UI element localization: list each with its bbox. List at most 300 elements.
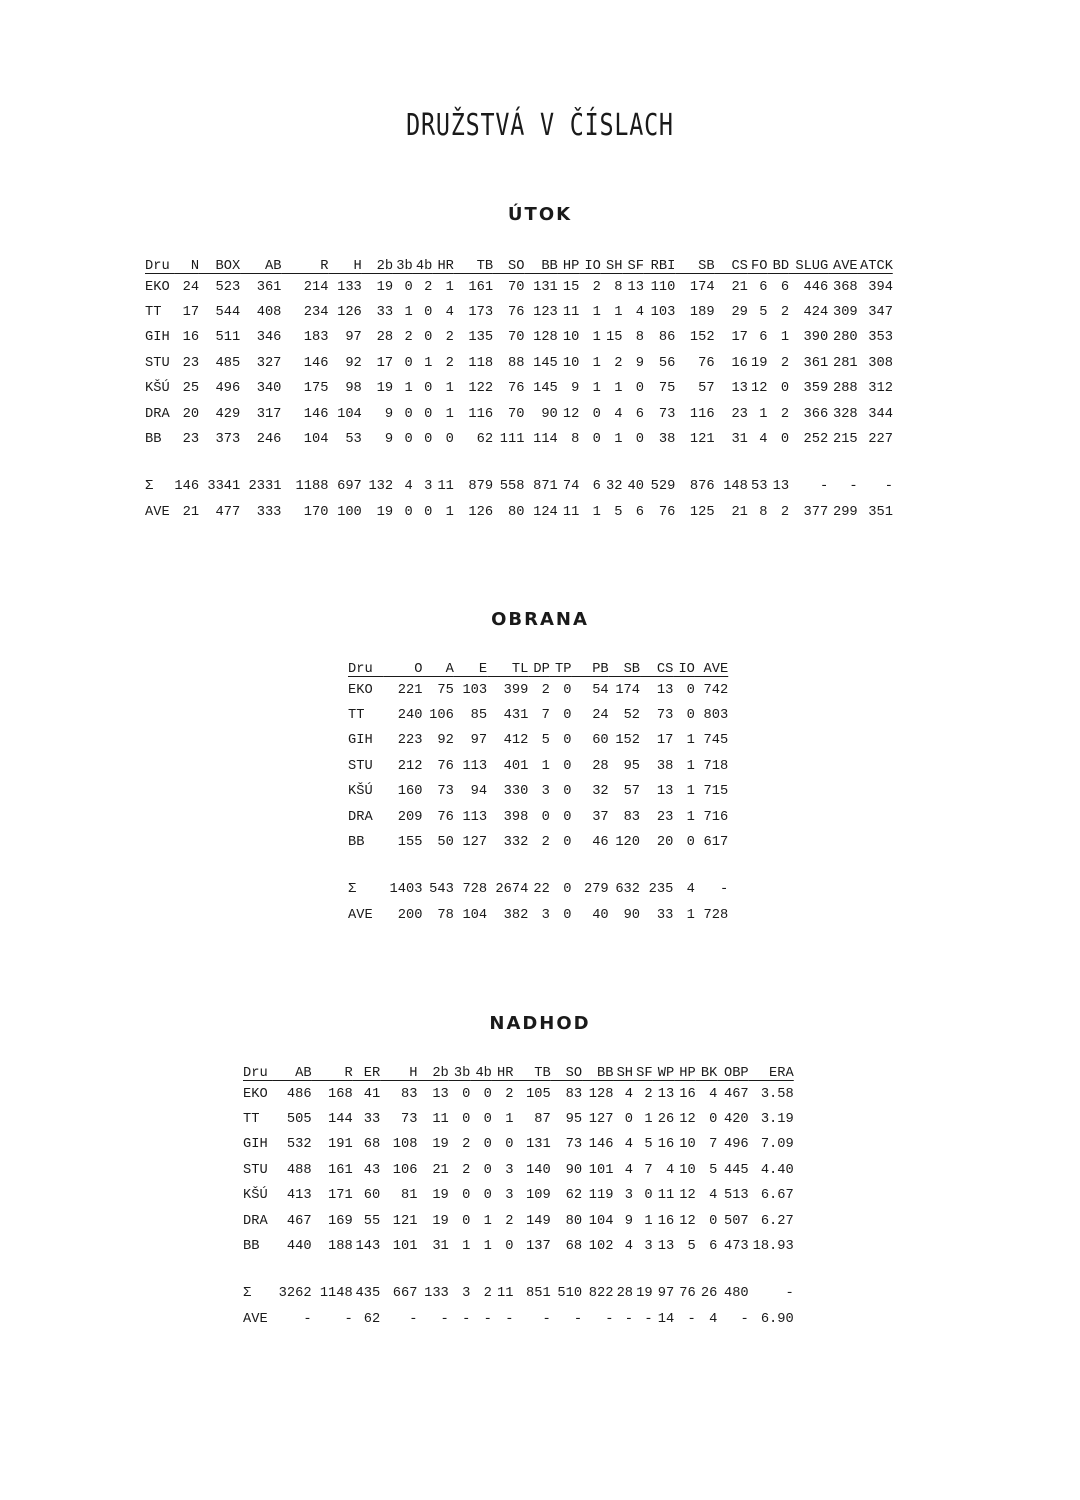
table-cell: 803 [703, 707, 729, 724]
table-cell: 728 [462, 881, 488, 898]
column-header: SO [551, 1065, 582, 1081]
table-cell: 485 [215, 354, 241, 371]
table-cell: 6.27 [760, 1212, 794, 1229]
table-cell: 80 [507, 503, 525, 520]
table-cell: 9 [384, 405, 394, 422]
column-header: HP [674, 1065, 696, 1081]
table-cell: 52 [623, 707, 641, 724]
average-row [145, 499, 893, 524]
table-cell: 68 [565, 1238, 583, 1255]
table-cell: 128 [533, 329, 558, 346]
table-row [145, 401, 893, 426]
table-cell: 2 [505, 1085, 514, 1102]
table-cell: 0 [563, 681, 572, 698]
table-cell: 4.40 [760, 1161, 794, 1178]
table-cell: 16 [657, 1136, 675, 1153]
table-cell: 212 [397, 757, 423, 774]
table-cell: 299 [832, 503, 858, 520]
table-cell: 123 [533, 304, 558, 321]
row-label: STU [348, 757, 373, 774]
table-cell: 2 [424, 278, 433, 295]
table-cell: 73 [656, 707, 674, 724]
table-row [348, 779, 728, 804]
table-cell: 116 [468, 405, 494, 422]
table-cell: 19 [432, 1136, 449, 1153]
table-cell: 4 [445, 304, 454, 321]
table-cell: - [573, 1310, 583, 1327]
table-row [145, 299, 893, 324]
table-cell: 23 [182, 431, 200, 448]
table-cell: 12 [679, 1187, 696, 1204]
column-header: BB [524, 258, 557, 274]
table-cell: 125 [689, 503, 715, 520]
table-cell: - [344, 1310, 353, 1327]
table-cell: 0 [563, 783, 572, 800]
table-cell: 4 [686, 881, 695, 898]
row-label: GIH [348, 732, 373, 749]
table-cell: 120 [615, 834, 641, 851]
table-cell: 24 [592, 707, 609, 724]
table-cell: 19 [376, 380, 394, 397]
table-cell: 28 [592, 757, 609, 774]
table-cell: 17 [376, 354, 394, 371]
table-cell: - [462, 1310, 471, 1327]
table-cell: 0 [424, 304, 433, 321]
table-cell: - [440, 1310, 449, 1327]
table-cell: 5 [759, 304, 768, 321]
table-cell: 227 [868, 431, 893, 448]
row-label: TT [243, 1111, 260, 1128]
row-label: STU [243, 1161, 268, 1178]
table-cell: 851 [526, 1285, 551, 1302]
table-cell: 188 [328, 1238, 353, 1255]
obrana-table [348, 661, 728, 928]
table-cell: 1 [686, 783, 695, 800]
table-cell: 4 [624, 1085, 634, 1102]
table-cell: 13 [627, 278, 645, 295]
table-cell: 3 [644, 1238, 653, 1255]
table-cell: 0 [424, 405, 433, 422]
table-cell: 10 [679, 1136, 696, 1153]
table-cell: 543 [429, 881, 454, 898]
table-cell: 2 [780, 304, 790, 321]
table-cell: 40 [592, 906, 609, 923]
column-header: DP [528, 661, 550, 677]
table-cell: 137 [526, 1238, 551, 1255]
row-label: KŠÚ [145, 380, 170, 397]
row-label: TT [145, 304, 162, 321]
table-cell: 4 [709, 1310, 718, 1327]
table-cell: 1 [445, 503, 454, 520]
column-header: BB [582, 1065, 613, 1081]
nadhod-heading: NADHOD [489, 1013, 591, 1034]
spacer-cell [145, 452, 893, 474]
table-cell: 56 [658, 354, 676, 371]
table-cell: 46 [592, 834, 609, 851]
table-cell: 281 [832, 354, 858, 371]
table-cell: 235 [648, 881, 674, 898]
table-cell: 152 [689, 329, 715, 346]
table-cell: 1 [505, 1111, 514, 1128]
nadhod-header-row [243, 1065, 794, 1081]
table-cell: 7 [541, 707, 550, 724]
table-cell: 15 [562, 278, 580, 295]
row-label: BB [243, 1238, 260, 1255]
table-cell: 28 [616, 1285, 634, 1302]
table-cell: 102 [588, 1238, 614, 1255]
table-cell: 5 [709, 1161, 718, 1178]
row-label: KŠÚ [243, 1187, 268, 1204]
table-cell: 9 [384, 431, 394, 448]
column-header: 3b [393, 258, 413, 274]
table-cell: 532 [286, 1136, 312, 1153]
table-cell: 28 [376, 329, 394, 346]
table-cell: 6 [592, 478, 601, 495]
column-header: TP [550, 661, 572, 677]
table-cell: 1 [686, 808, 695, 825]
table-cell: 15 [605, 329, 623, 346]
table-cell: 1 [644, 1111, 653, 1128]
table-cell: 5 [687, 1238, 696, 1255]
table-cell: 1188 [295, 478, 329, 495]
table-cell: 144 [328, 1111, 353, 1128]
table-cell: 9 [571, 380, 580, 397]
table-cell: - [303, 1310, 312, 1327]
table-cell: 19 [376, 503, 394, 520]
table-cell: 209 [397, 808, 423, 825]
table-cell: 390 [803, 329, 829, 346]
table-cell: 60 [363, 1187, 381, 1204]
table-cell: 104 [588, 1212, 614, 1229]
table-cell: 359 [803, 380, 829, 397]
table-cell: 8 [614, 278, 623, 295]
row-label: DRA [243, 1212, 268, 1229]
table-cell: 160 [397, 783, 423, 800]
utok-table [145, 258, 893, 525]
table-cell: 113 [462, 808, 488, 825]
table-cell: 496 [723, 1136, 749, 1153]
column-header: HR [432, 258, 454, 274]
table-cell: 344 [868, 405, 893, 422]
table-cell: 7 [644, 1161, 653, 1178]
column-header: Dru [145, 258, 174, 274]
table-cell: 0 [462, 1111, 471, 1128]
table-cell: 742 [703, 681, 729, 698]
table-cell: 0 [563, 834, 572, 851]
table-cell: 83 [400, 1085, 418, 1102]
table-cell: 97 [657, 1285, 675, 1302]
table-cell: 170 [303, 503, 329, 520]
table-cell: - [849, 478, 858, 495]
table-cell: 113 [462, 757, 488, 774]
table-cell: 1 [445, 380, 454, 397]
column-header: SF [622, 258, 644, 274]
table-cell: 31 [731, 431, 748, 448]
table-cell: 667 [392, 1285, 418, 1302]
table-cell: 399 [503, 681, 529, 698]
row-label: AVE [145, 503, 170, 520]
table-cell: 145 [533, 354, 558, 371]
table-cell: 106 [392, 1161, 418, 1178]
table-cell: 24 [182, 278, 200, 295]
table-cell: 14 [657, 1310, 675, 1327]
table-cell: 10 [562, 354, 580, 371]
table-cell: 377 [803, 503, 829, 520]
table-cell: 92 [437, 732, 454, 749]
table-cell: 328 [832, 405, 858, 422]
table-cell: 529 [650, 478, 676, 495]
table-cell: 25 [182, 380, 200, 397]
table-cell: 23 [182, 354, 200, 371]
table-cell: 108 [392, 1136, 418, 1153]
table-cell: 76 [437, 757, 454, 774]
table-cell: 11 [562, 304, 580, 321]
table-cell: 183 [303, 329, 329, 346]
table-cell: 3 [624, 1187, 634, 1204]
table-row [243, 1157, 794, 1182]
table-cell: 146 [174, 478, 200, 495]
column-header: AVE [828, 258, 857, 274]
table-row [243, 1208, 794, 1233]
table-cell: 308 [868, 354, 893, 371]
column-header: FO [748, 258, 768, 274]
row-label: STU [145, 354, 170, 371]
table-cell: 75 [437, 681, 454, 698]
table-cell: 246 [256, 431, 282, 448]
table-cell: 510 [557, 1285, 583, 1302]
table-cell: 0 [644, 1187, 653, 1204]
table-cell: 95 [623, 757, 641, 774]
table-cell: 221 [397, 681, 423, 698]
table-row [348, 677, 728, 703]
table-cell: 1 [483, 1238, 492, 1255]
table-cell: 13 [432, 1085, 449, 1102]
table-cell: 2 [541, 681, 550, 698]
table-cell: 173 [468, 304, 494, 321]
table-cell: 103 [650, 304, 676, 321]
table-cell: 70 [507, 278, 525, 295]
table-cell: 161 [328, 1161, 353, 1178]
sum-row [145, 474, 893, 499]
row-label: Σ [145, 478, 154, 495]
table-cell: 477 [215, 503, 241, 520]
table-cell: 0 [424, 503, 433, 520]
column-header: A [422, 661, 453, 677]
table-cell: 0 [483, 1161, 492, 1178]
table-cell: 431 [503, 707, 529, 724]
table-cell: 822 [588, 1285, 614, 1302]
table-cell: 76 [658, 503, 676, 520]
table-cell: 544 [215, 304, 241, 321]
table-cell: - [820, 478, 829, 495]
table-cell: 29 [731, 304, 748, 321]
column-header: CS [640, 661, 673, 677]
table-cell: 21 [731, 503, 748, 520]
table-cell: 3 [462, 1285, 471, 1302]
table-cell: 11 [432, 1111, 449, 1128]
column-header: 4b [470, 1065, 492, 1081]
table-cell: 279 [583, 881, 609, 898]
table-cell: 169 [328, 1212, 353, 1229]
table-cell: 280 [832, 329, 858, 346]
table-cell: 5 [541, 732, 550, 749]
table-cell: 8 [571, 431, 580, 448]
table-cell: 332 [503, 834, 529, 851]
column-header: SB [675, 258, 714, 274]
table-cell: 2 [445, 354, 454, 371]
table-cell: 2 [541, 834, 550, 851]
table-cell: 351 [868, 503, 893, 520]
table-cell: 0 [483, 1085, 492, 1102]
table-cell: 116 [689, 405, 715, 422]
row-label: EKO [145, 278, 170, 295]
column-header: SO [493, 258, 524, 274]
table-cell: 11 [562, 503, 580, 520]
table-cell: 420 [723, 1111, 749, 1128]
table-cell: 879 [468, 478, 494, 495]
table-cell: 413 [286, 1187, 312, 1204]
table-cell: 11 [657, 1187, 675, 1204]
table-cell: 4 [709, 1085, 718, 1102]
table-cell: 106 [429, 707, 454, 724]
table-cell: 745 [703, 732, 729, 749]
table-cell: 2 [780, 405, 790, 422]
table-cell: 234 [303, 304, 329, 321]
table-cell: 0 [462, 1187, 471, 1204]
row-label: AVE [348, 906, 373, 923]
table-cell: 1 [424, 354, 433, 371]
table-row [145, 426, 893, 451]
table-cell: 1 [445, 278, 454, 295]
table-row [145, 274, 893, 300]
table-cell: 7 [709, 1136, 718, 1153]
table-cell: - [720, 881, 729, 898]
column-header: ER [353, 1065, 380, 1081]
table-cell: 317 [256, 405, 282, 422]
table-cell: 0 [404, 278, 413, 295]
table-cell: 617 [703, 834, 729, 851]
table-cell: 122 [468, 380, 494, 397]
table-cell: 118 [468, 354, 494, 371]
table-cell: 26 [657, 1111, 675, 1128]
table-cell: 6 [635, 405, 645, 422]
table-cell: 40 [627, 478, 645, 495]
table-cell: 6 [635, 503, 645, 520]
table-cell: 54 [592, 681, 609, 698]
table-cell: 85 [470, 707, 488, 724]
column-header: AB [240, 258, 281, 274]
table-cell: 4 [635, 304, 645, 321]
table-cell: 3341 [207, 478, 241, 495]
table-cell: 161 [468, 278, 494, 295]
table-cell: 16 [182, 329, 200, 346]
table-cell: 0 [505, 1136, 514, 1153]
table-cell: 1 [592, 329, 601, 346]
table-cell: 312 [868, 380, 893, 397]
table-cell: 10 [679, 1161, 696, 1178]
table-cell: 0 [635, 380, 645, 397]
table-cell: 361 [256, 278, 282, 295]
table-cell: 3 [541, 783, 550, 800]
column-header: BOX [199, 258, 240, 274]
table-cell: 90 [565, 1161, 583, 1178]
column-header: OBP [717, 1065, 748, 1081]
table-cell: 33 [363, 1111, 381, 1128]
table-cell: 2674 [495, 881, 529, 898]
spacer-row [348, 855, 728, 877]
table-cell: 7.09 [760, 1136, 794, 1153]
table-cell: 149 [526, 1212, 551, 1229]
table-cell: 174 [689, 278, 715, 295]
table-cell: 97 [345, 329, 362, 346]
table-cell: 4 [404, 478, 413, 495]
table-cell: 3 [505, 1161, 514, 1178]
table-cell: 0 [541, 808, 550, 825]
table-cell: 83 [565, 1085, 583, 1102]
table-cell: 86 [658, 329, 676, 346]
table-cell: 3 [424, 478, 433, 495]
table-cell: 73 [658, 405, 676, 422]
table-cell: 0 [780, 431, 790, 448]
spacer-row [145, 452, 893, 474]
table-cell: 1 [686, 732, 695, 749]
table-cell: 19 [376, 278, 394, 295]
column-header: SH [601, 258, 623, 274]
table-cell: 716 [703, 808, 729, 825]
table-cell: 353 [868, 329, 893, 346]
table-row [348, 829, 728, 854]
row-label: EKO [348, 681, 373, 698]
table-cell: 32 [605, 478, 623, 495]
table-cell: 103 [462, 681, 488, 698]
table-cell: 101 [588, 1161, 614, 1178]
table-cell: 480 [723, 1285, 749, 1302]
table-cell: 440 [286, 1238, 312, 1255]
table-cell: 70 [507, 329, 525, 346]
table-cell: 2331 [248, 478, 282, 495]
table-cell: 346 [256, 329, 282, 346]
table-cell: 126 [337, 304, 362, 321]
table-cell: 168 [328, 1085, 353, 1102]
table-cell: 9 [624, 1212, 634, 1229]
table-cell: 4 [709, 1187, 718, 1204]
table-cell: 347 [868, 304, 893, 321]
table-cell: 0 [592, 405, 601, 422]
table-cell: 126 [468, 503, 494, 520]
sum-row [348, 877, 728, 902]
table-cell: 121 [392, 1212, 418, 1229]
table-cell: 435 [355, 1285, 381, 1302]
table-cell: - [644, 1310, 653, 1327]
column-header: IO [579, 258, 601, 274]
table-cell: 0 [424, 329, 433, 346]
table-cell: 309 [832, 304, 858, 321]
spacer-cell [243, 1259, 794, 1281]
table-cell: 505 [286, 1111, 312, 1128]
table-cell: 486 [286, 1085, 312, 1102]
column-header: R [281, 258, 328, 274]
table-cell: 2 [505, 1212, 514, 1229]
table-cell: 41 [363, 1085, 381, 1102]
row-label: TT [348, 707, 365, 724]
table-cell: 101 [392, 1238, 418, 1255]
table-cell: 33 [656, 906, 674, 923]
table-cell: 127 [588, 1111, 614, 1128]
table-cell: 382 [503, 906, 529, 923]
table-cell: 143 [355, 1238, 381, 1255]
table-cell: 0 [483, 1136, 492, 1153]
table-cell: 366 [803, 405, 829, 422]
